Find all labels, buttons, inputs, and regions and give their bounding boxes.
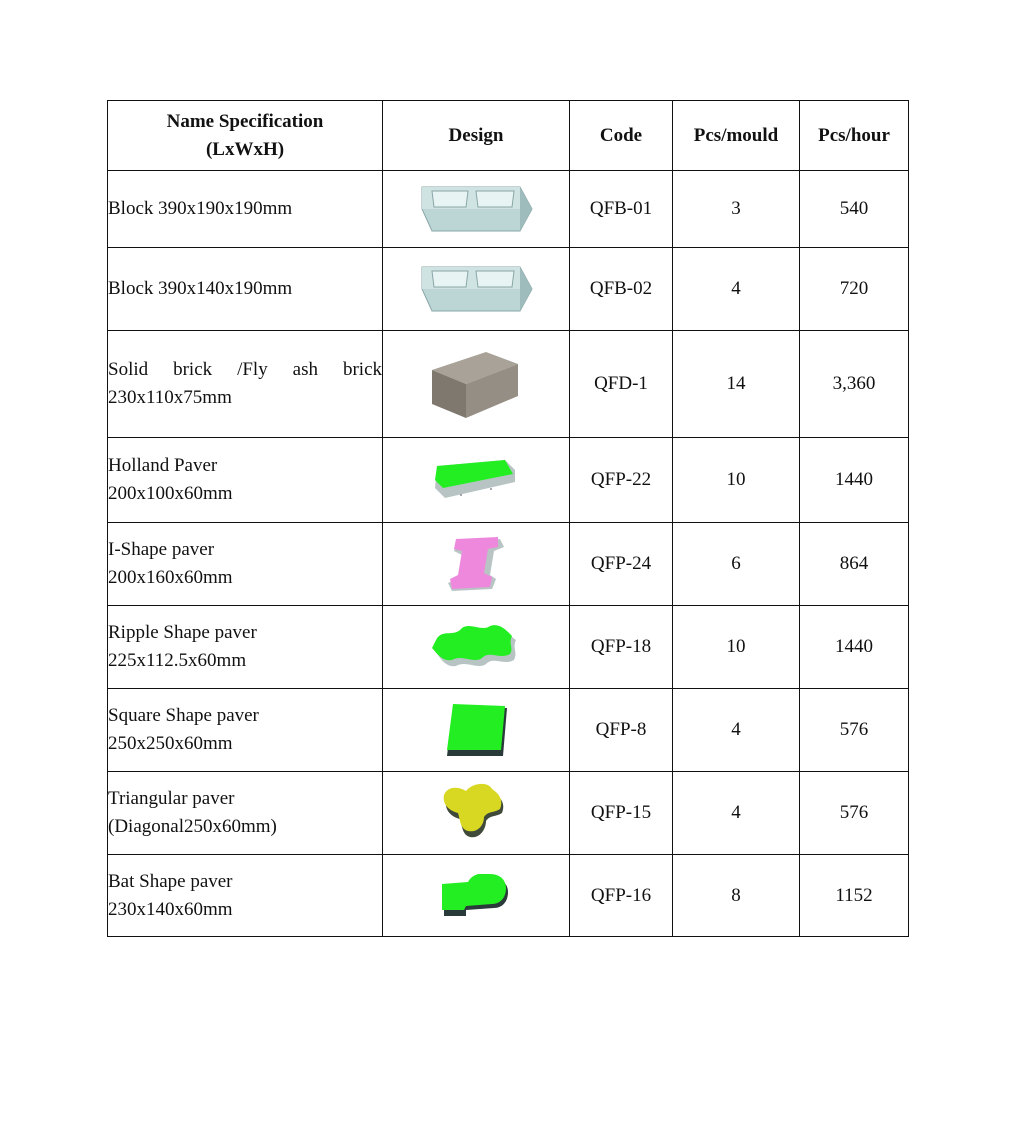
row-code: QFP-18 xyxy=(570,606,673,689)
row-name xyxy=(108,606,383,689)
row-pcs-hour: 864 xyxy=(800,523,909,606)
table-row xyxy=(108,438,909,523)
row-name xyxy=(108,248,383,331)
bat-paver-icon xyxy=(440,874,512,918)
table-row xyxy=(108,855,909,937)
row-name-line1: Bat Shape paver xyxy=(108,870,233,892)
square-paver-icon xyxy=(441,702,511,758)
table-row xyxy=(108,171,909,248)
hollow-block-icon xyxy=(416,259,536,319)
table-row xyxy=(108,523,909,606)
row-design xyxy=(383,689,570,772)
table-row xyxy=(108,772,909,855)
header-row xyxy=(108,101,909,171)
row-pcs-mould: 14 xyxy=(673,331,800,438)
row-design xyxy=(383,248,570,331)
row-name-line2: 200x160x60mm xyxy=(108,567,233,588)
row-name-line1: Ripple Shape paver xyxy=(108,622,257,643)
row-pcs-hour: 576 xyxy=(800,772,909,855)
header-name-specification xyxy=(108,101,383,171)
row-code: QFB-02 xyxy=(570,248,673,331)
row-name-line1: Square Shape paver xyxy=(108,705,259,726)
row-code: QFP-8 xyxy=(570,689,673,772)
hollow-block-icon xyxy=(416,179,536,239)
i-shape-paver-icon xyxy=(444,535,508,593)
row-pcs-mould: 3 xyxy=(673,171,800,248)
row-pcs-hour: 1152 xyxy=(800,855,909,937)
row-pcs-hour: 576 xyxy=(800,689,909,772)
row-design xyxy=(383,171,570,248)
row-code: QFP-22 xyxy=(570,438,673,523)
row-name-line2: 230x140x60mm xyxy=(108,898,233,920)
header-pcs-hour: Pcs/hour xyxy=(800,101,909,171)
row-name-line2: (Diagonal250x60mm) xyxy=(108,816,277,837)
row-code: QFP-16 xyxy=(570,855,673,937)
row-pcs-hour: 3,360 xyxy=(800,331,909,438)
row-name-line2: 230x110x75mm xyxy=(108,387,232,408)
row-design xyxy=(383,523,570,606)
row-pcs-hour: 720 xyxy=(800,248,909,331)
header-design: Design xyxy=(383,101,570,171)
row-name-line2: 200x100x60mm xyxy=(108,483,233,504)
row-design xyxy=(383,855,570,937)
row-pcs-hour: 1440 xyxy=(800,606,909,689)
row-pcs-hour: 540 xyxy=(800,171,909,248)
row-name xyxy=(108,855,383,937)
header-name-line2: (LxWxH) xyxy=(205,138,285,160)
row-pcs-mould: 4 xyxy=(673,248,800,331)
triangular-paver-icon xyxy=(440,783,512,843)
table-row xyxy=(108,331,909,438)
row-pcs-mould: 4 xyxy=(673,689,800,772)
row-name-line1: I-Shape paver xyxy=(108,539,215,560)
row-name-line1: Block 390x140x190mm xyxy=(108,278,293,299)
row-name-line2: 250x250x60mm xyxy=(108,733,233,754)
row-design xyxy=(383,606,570,689)
row-name xyxy=(108,772,383,855)
row-code: QFP-15 xyxy=(570,772,673,855)
header-pcs-mould: Pcs/mould xyxy=(673,101,800,171)
row-name xyxy=(108,171,383,248)
header-name-line1: Name Specification xyxy=(166,110,324,132)
row-code: QFP-24 xyxy=(570,523,673,606)
row-design xyxy=(383,438,570,523)
row-name-line1: Triangular paver xyxy=(108,788,235,809)
table-row xyxy=(108,689,909,772)
row-name xyxy=(108,438,383,523)
row-name-line1: Block 390x190x190mm xyxy=(108,198,293,219)
row-pcs-mould: 6 xyxy=(673,523,800,606)
header-code: Code xyxy=(570,101,673,171)
row-pcs-hour: 1440 xyxy=(800,438,909,523)
row-code: QFB-01 xyxy=(570,171,673,248)
row-pcs-mould: 10 xyxy=(673,606,800,689)
row-pcs-mould: 4 xyxy=(673,772,800,855)
row-name xyxy=(108,523,383,606)
ripple-paver-icon xyxy=(430,622,522,672)
solid-brick-icon xyxy=(428,346,524,422)
row-name xyxy=(108,689,383,772)
row-name-line1: Holland Paver xyxy=(108,455,218,476)
table-row xyxy=(108,606,909,689)
row-name-line1: Solid brick /Fly ash brick xyxy=(108,359,382,380)
row-pcs-mould: 8 xyxy=(673,855,800,937)
row-pcs-mould: 10 xyxy=(673,438,800,523)
row-name-line2: 225x112.5x60mm xyxy=(108,650,247,671)
holland-paver-icon xyxy=(431,456,521,504)
row-design xyxy=(383,772,570,855)
table-row xyxy=(108,248,909,331)
row-name xyxy=(108,331,383,438)
specification-table xyxy=(107,100,909,937)
row-code: QFD-1 xyxy=(570,331,673,438)
row-design xyxy=(383,331,570,438)
